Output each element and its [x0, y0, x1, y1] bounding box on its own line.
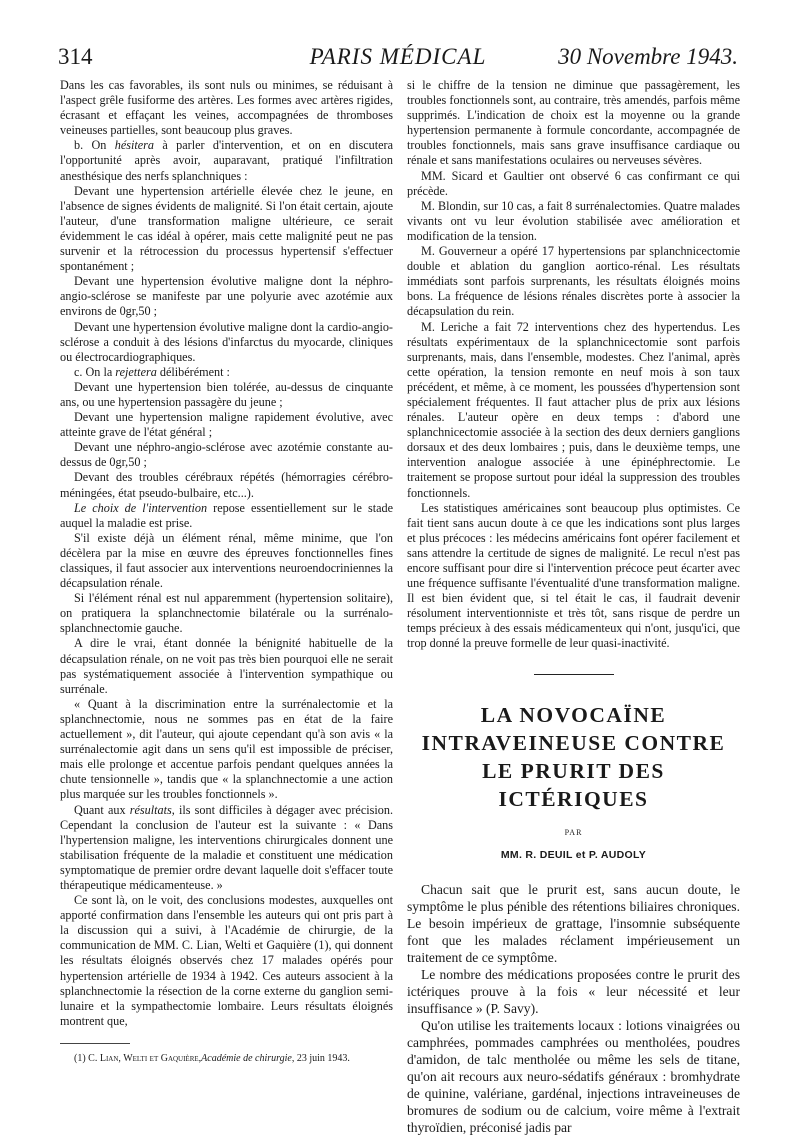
article-body [407, 881, 740, 1136]
paragraph [60, 365, 393, 380]
paragraph: Devant une hypertension évolutive maligne dont la cardio-angio-sclérose a conduit à des lésions d'infarctus du myocarde, cliniques ou électrocardiographiques. [60, 319, 393, 364]
paragraph: Devant une néphro-angio-sclérose avec azotémie constante au-dessus de 0gr,50 ; [60, 440, 393, 470]
paragraph: Si l'élément rénal est nul apparemment (hypertension solitaire), on pratiquera la splanchnectomie bilatérale ou la surrénalo-splanchnectomie gauche. [60, 591, 393, 636]
emphasis: rejettera [115, 364, 157, 379]
article-title [407, 701, 740, 813]
issue-date: 30 Novembre 1943. [558, 44, 738, 69]
paragraph [60, 138, 393, 183]
text-run: , ils sont difficiles à dégager avec précision. Cependant la conclusion de l'auteur est la suivante : « Dans l'hypertension maligne, les interventions chirurgicales donnent une stabilisation fréquente de la maladie et constituent une médication symptomatique de premier ordre devant laquelle doit s'effacer toute thérapeutique médicamenteuse. » [60, 802, 393, 892]
text-run: b. On [74, 138, 115, 153]
paragraph: M. Gouverneur a opéré 17 hypertensions par splanchnicectomie double et ablation du ganglion aortico-rénal. Les résultats immédiats sont parfois surprenants, les résultats éloignés moins bons. La fréquence de lésions rénales discrètes porte à associer la décapsulation du rein. [407, 244, 740, 319]
article-title-line: LE PRURIT DES ICTÉRIQUES [482, 758, 665, 811]
footnote-date: , 23 juin 1943. [291, 1052, 350, 1064]
section-divider [534, 674, 614, 675]
article-authors: MM. R. DEUIL et P. AUDOLY [500, 848, 647, 861]
paragraph: Chacun sait que le prurit est, sans aucun doute, le symptôme le plus pénible des rétentions biliaires chroniques. Le besoin impérieux de grattage, l'insomnie subséquente font que les malades réclament impérieusement un traitement de ce symptôme. [407, 881, 740, 965]
emphasis: Le choix de l'intervention [74, 500, 208, 515]
paragraph: Qu'on utilise les traitements locaux : lotions vinaigrées ou camphrées, pommades camphrées ou mentholées, poudres d'amidon, de talc mentholée ou même les sels de titane, qu'on ait recours aux neuro-sédatifs généraux : bromhydrate de quinine, valériane, gardénal, injections intraveineuses de bromures de sodium ou de calcium, voire même à l'extrait thyroïdien, préconisé jadis par [407, 1017, 740, 1135]
text-run: repose essentiellement sur le stade auquel la maladie est prise. [60, 500, 394, 530]
paragraph: si le chiffre de la tension ne diminue que passagèrement, les troubles fonctionnels sont, au contraire, très amendés, parfois même supprimés. L'indication de choix est la moyenne ou la grande hypertension permanente à formule concordante, accompagnée de troubles fonctionnels, mais sans grave insuffisance cardiaque ou rénale et sans manifestations oculaires ou nerveuses sévères. [407, 78, 740, 168]
paragraph: Devant une hypertension évolutive maligne dont la néphro-angio-sclérose se manifeste par une polyurie avec azotémie aux environs de 0gr,50 ; [60, 274, 393, 319]
emphasis: résultats [129, 802, 172, 817]
paragraph: Dans les cas favorables, ils sont nuls ou minimes, se réduisant à l'aspect grêle fusiforme des artères. Les formes avec artères rigides, écrasant et effaçant les veines, accompagnées de thromboses veineuses partielles, sont beaucoup plus graves. [60, 78, 393, 138]
page-header [58, 44, 738, 74]
journal-title: PARIS MÉDICAL [309, 44, 487, 69]
right-column [407, 78, 740, 1136]
paragraph: Le nombre des médications proposées contre le prurit des ictériques prouve à la fois « leur nécessité et leur insuffisance » (P. Savy). [407, 966, 740, 1016]
paragraph: Devant des troubles cérébraux répétés (hémorragies cérébro-méningées, état pseudo-bulbaire, etc...). [60, 470, 393, 500]
emphasis: hésitera [114, 138, 155, 153]
article-title-line: INTRAVEINEUSE CONTRE [421, 730, 726, 755]
text-run: à parler d'intervention, et on en discutera l'opportunité après avoir, auparavant, pratiqué l'infiltration anesthésique des nerfs splanchniques : [60, 138, 393, 183]
paragraph: M. Leriche a fait 72 interventions chez des hypertendus. Les résultats expérimentaux de la splanchnicectomie sont parfois surprenants, mais, dans l'ensemble, modestes. Chez l'animal, après cette opération, la tension remonte en neuf mois à son taux précédent, et même, à ce moment, les poussées d'hypertension sont spécialement fréquentes. Il faut attacher plus de prix aux lésions rénales. L'auteur opère en deux temps : d'abord une splanchnicectomie associée à la section des deux derniers ganglions dorsaux et des deux lombaires ; puis, dans le deuxième temps, une intervention analogue associée à une épinéphrectomie. Le traitement se propose surtout pour idéal la suppression des troubles fonctionnels. [407, 319, 740, 500]
page-number: 314 [58, 44, 93, 69]
paragraph: Devant une hypertension bien tolérée, au-dessus de cinquante ans, ou une hypertension passagère du jeune ; [60, 379, 393, 409]
left-column [60, 78, 393, 1065]
paragraph: A dire le vrai, étant donnée la bénignité habituelle de la décapsulation rénale, on ne voit pas très bien pourquoi elle ne serait pas systématiquement associée à l'intervention sympathique ou surrénale. [60, 636, 393, 696]
footnote-number: (1) [74, 1052, 89, 1064]
text-run: c. On la [74, 364, 116, 379]
text-run: délibérément : [156, 364, 230, 379]
footnote-source: Académie de chirurgie [201, 1052, 292, 1064]
footnote [60, 1052, 393, 1065]
footnote-divider [60, 1043, 130, 1044]
article-title-line: LA NOVOCAÏNE [480, 702, 667, 727]
paragraph [60, 803, 393, 894]
paragraph: Devant une hypertension artérielle élevée chez le jeune, en l'absence de signes évidents de malignité. Si l'on était certain, ajoute l'auteur, d'une transformation maligne ultérieure, ce serait évidemment le cas idéal à opérer, mais cette malignité peut ne pas survenir et la rétrocession du processus hypertensif s'effectuer spontanément ; [60, 183, 393, 274]
paragraph: « Quant à la discrimination entre la surrénalectomie et la splanchnectomie, nous ne sommes pas en état de la faire actuellement », dit l'auteur, qui ajoute cependant qu'à son avis « la surrénalectomie agit dans un sens qu'il est impossible de préciser, mais elle prolonge et accentue parfois pendant quelques années la chute tensionnelle », tandis que « la splanchnectomie a une action plus marquée sur les troubles fonctionnels ». [60, 696, 393, 802]
paragraph: S'il existe déjà un élément rénal, même minime, que l'on décèlera par la mise en œuvre des épreuves fonctionnelles fines classiques, il faut associer aux interventions neuroendocriniennes la décapsulation rénale. [60, 530, 393, 591]
byline-par: PAR [564, 827, 583, 837]
paragraph: Ce sont là, on le voit, des conclusions modestes, auxquelles ont apporté confirmation dans l'ensemble les auteurs qui ont pris part à la discussion qui a suivi, à l'Académie de chirurgie, de la communication de MM. C. Lian, Welti et Gaquière (1), qui donnent les résultats éloignés observés chez 17 malades opérés pour hypertension artérielle de 1934 à 1942. Ces auteurs associent à la splanchnectomie la résection de la corne externe du ganglion semi-lunaire et la sympathectomie lombaire. Leurs résultats éloignés montrent que, [60, 893, 393, 1028]
paragraph: MM. Sicard et Gaultier ont observé 6 cas confirmant ce qui précède. [407, 168, 740, 198]
paragraph: Les statistiques américaines sont beaucoup plus optimistes. Ce fait tient sans aucun doute à ce que les indications sont plus larges et plus précoces : les médecins américains font opérer facilement et sans attendre la certitude de signes de malignité. Le recul n'est pas encore suffisant pour dire si l'intervention précoce peut écarter avec une fréquence suffisante l'éventualité d'une transformation maligne. Il est bien évident que, si tel était le cas, il faudrait devenir résolument interventionniste et très tôt, sans risque de perdre un temps précieux à des essais médicamenteux qui n'ont, jusqu'ici, que trop donné la preuve formelle de leur quasi-inactivité. [407, 500, 740, 651]
paragraph [60, 501, 393, 531]
text-run: Quant aux [74, 802, 130, 817]
paragraph: Devant une hypertension maligne rapidement évolutive, avec atteinte grave de l'état général ; [60, 410, 393, 440]
footnote-authors: C. Lian, Welti et Gaquière, [88, 1052, 202, 1064]
paragraph: M. Blondin, sur 10 cas, a fait 8 surrénalectomies. Quatre malades vivants ont vu leur évolution stabilisée avec amélioration et modification de la tension. [407, 198, 740, 243]
